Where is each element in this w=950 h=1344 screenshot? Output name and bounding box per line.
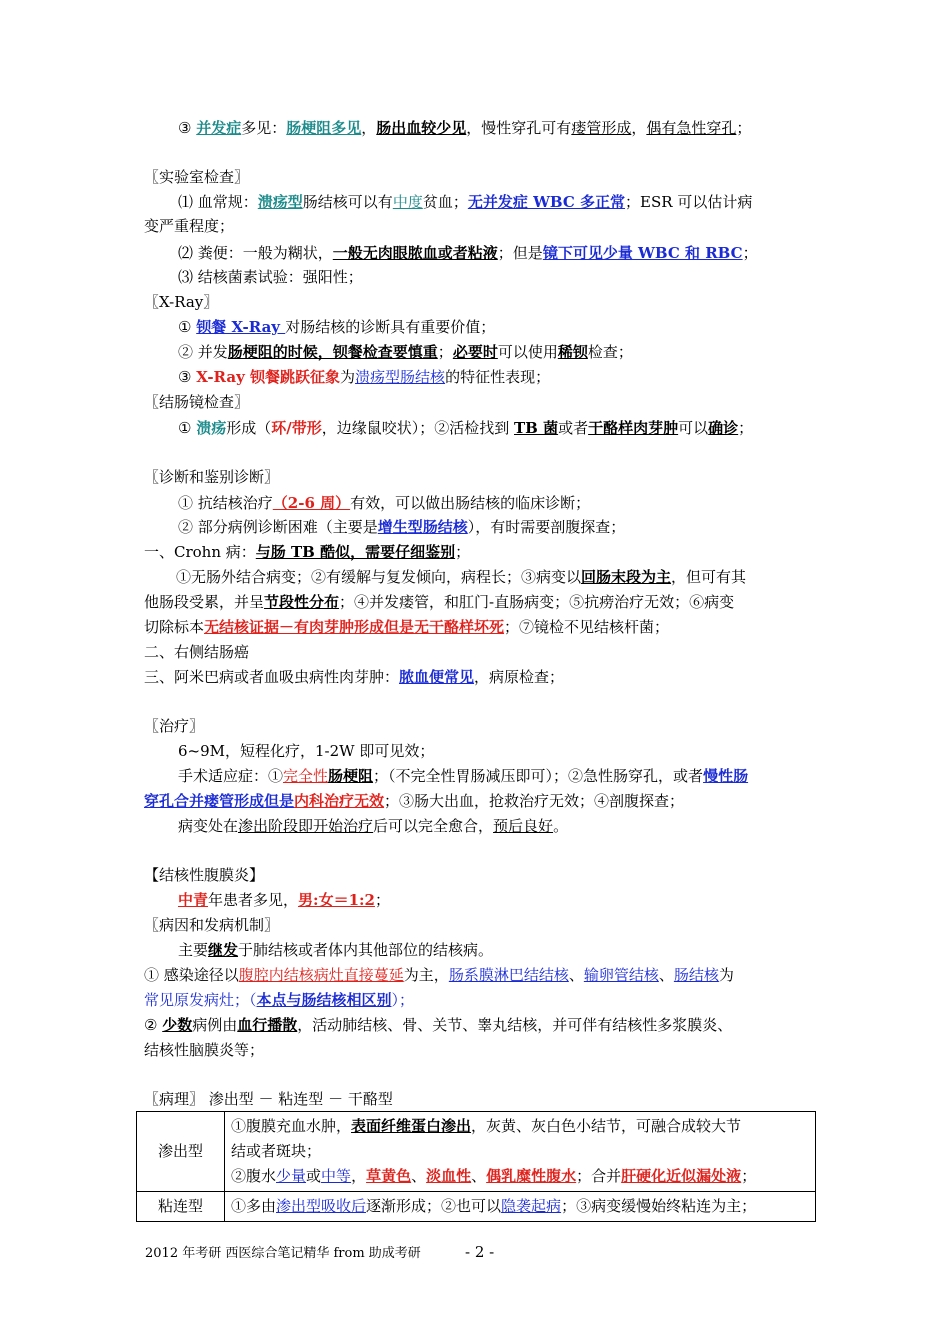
highlight: 本点与肠结核相区别 — [256, 991, 392, 1009]
colonoscopy-line-1 — [178, 417, 753, 439]
text: 可以 — [678, 419, 709, 437]
text: ③ — [178, 368, 197, 386]
highlight: 确诊 — [708, 419, 739, 437]
treatment-line-1: 6~9M，短程化疗，1-2W 即可见效； — [178, 742, 435, 760]
text: 病变处在 — [178, 817, 239, 835]
section-heading-colonoscopy: 〖结肠镜检查〗 — [144, 393, 250, 411]
page-footer: 2012 年考研 西医综合笔记精华 from 助成考研 — [145, 1246, 421, 1261]
highlight: （2-6 周） — [272, 494, 351, 512]
highlight: 增生型肠结核 — [377, 518, 468, 536]
highlight: 肠出血较少见 — [376, 119, 467, 137]
highlight: 肠梗阻的时候，钡餐检查要慎重 — [227, 343, 438, 361]
text: ；（不完全性胃肠减压即可）；②急性肠穿孔，或者 — [373, 767, 704, 785]
diagnosis-line-8 — [144, 666, 564, 688]
text: ，慢性穿孔可有 — [466, 119, 572, 137]
etiology-line-1 — [178, 939, 493, 961]
highlight: 少量 — [276, 1167, 307, 1185]
text: ② — [144, 1016, 163, 1034]
etiology-line-2 — [144, 964, 734, 986]
text: 于肺结核或者体内其他部位的结核病。 — [238, 941, 494, 959]
table-cell-label: 渗出型 — [137, 1112, 225, 1192]
highlight: 少数 — [162, 1016, 193, 1034]
diagnosis-line-2 — [178, 516, 625, 538]
lab-line-2 — [178, 242, 758, 264]
highlight: 中度 — [392, 193, 423, 211]
table-row — [137, 1112, 816, 1192]
highlight: 内科治疗无效 — [294, 792, 385, 810]
highlight: 无并发症 WBC 多正常 — [467, 193, 626, 211]
highlight: 渗出型吸收后 — [276, 1197, 367, 1215]
xray-line-2 — [178, 341, 633, 363]
section-heading-lab: 〖实验室检查〗 — [144, 168, 250, 186]
etiology-line-4 — [144, 1014, 732, 1036]
text: 。 — [553, 817, 569, 835]
text: 检查； — [587, 343, 633, 361]
highlight: 节段性分布 — [264, 593, 340, 611]
peritonitis-line-1 — [178, 889, 390, 911]
text: ② 并发 — [178, 343, 228, 361]
text: ① 抗结核治疗 — [178, 494, 273, 512]
highlight: 继发 — [208, 941, 239, 959]
text: 肠结核可以有 — [302, 193, 393, 211]
etiology-line-3 — [144, 989, 414, 1011]
highlight: 渗出阶段即开始治疗 — [238, 817, 374, 835]
highlight: 表面纤维蛋白渗出 — [351, 1117, 472, 1135]
highlight: 一般无肉眼脓血或者粘液 — [332, 244, 498, 262]
text: 对肠结核的诊断具有重要价值； — [285, 318, 496, 336]
text: ；③病变缓慢始终粘连为主； — [561, 1197, 757, 1215]
text: 三、阿米巴病或者血吸虫病性肉芽肿： — [144, 668, 400, 686]
highlight: 腹腔内结核病灶直接蔓延 — [238, 966, 404, 984]
text: ）； — [391, 991, 415, 1009]
text: ⑵ 粪便：一般为糊状， — [178, 244, 333, 262]
xray-line-1 — [178, 316, 495, 338]
text: ；但是 — [497, 244, 543, 262]
text: ⑴ 血常规： — [178, 193, 258, 211]
table-cell-content — [225, 1112, 816, 1192]
highlight: 慢性肠 — [703, 767, 749, 785]
text: ； — [455, 543, 471, 561]
text: ① — [178, 419, 197, 437]
highlight: 男:女＝1:2 — [298, 891, 375, 909]
highlight: 淡血性 — [426, 1167, 472, 1185]
highlight: 稀钡 — [557, 343, 588, 361]
diagnosis-line-1 — [178, 492, 590, 514]
text: ①多由 — [231, 1197, 277, 1215]
text: 为 — [340, 368, 356, 386]
highlight: TB 菌 — [514, 419, 559, 437]
etiology-line-5: 结核性脑膜炎等； — [144, 1041, 265, 1059]
text: 多见： — [241, 119, 287, 137]
text: 他肠段受累，并呈 — [144, 593, 265, 611]
pathology-table — [136, 1111, 816, 1222]
text: 形成（ — [226, 419, 272, 437]
text: ，活动肺结核、骨、关节、睾丸结核，并可伴有结核性多浆膜炎、 — [297, 1016, 733, 1034]
text: 可以使用 — [497, 343, 558, 361]
text: ， — [631, 119, 647, 137]
section-title-peritonitis: 【结核性腹膜炎】 — [144, 866, 265, 884]
text: ；④并发瘘管，和肛门-直肠病变；⑤抗痨治疗无效；⑥病变 — [339, 593, 735, 611]
section-heading-xray: 〖X-Ray〗 — [144, 293, 219, 311]
text: 贫血； — [422, 193, 468, 211]
text: ； — [742, 244, 758, 262]
highlight: X-Ray 钡餐跳跃征象 — [196, 368, 341, 386]
text: 切除标本 — [144, 618, 205, 636]
highlight: 与肠 TB 酷似，需要仔细鉴别 — [255, 543, 456, 561]
highlight: 隐袭起病 — [501, 1197, 562, 1215]
section-heading-treatment: 〖治疗〗 — [144, 717, 205, 735]
lab-line-1 — [178, 191, 752, 213]
text: ①无肠外结合病变；②有缓解与复发倾向，病程长；③病变以 — [176, 568, 582, 586]
text: 年患者多见， — [208, 891, 299, 909]
text: ，但可有其 — [671, 568, 747, 586]
section-heading-etiology: 〖病因和发病机制〗 — [144, 916, 280, 934]
text: 或者 — [558, 419, 589, 437]
highlight: 偶有急性穿孔 — [646, 119, 737, 137]
page-number: - 2 - — [465, 1243, 495, 1261]
highlight: 肠梗阻多见 — [286, 119, 362, 137]
text: 的特征性表现； — [445, 368, 551, 386]
highlight: 钡餐 X-Ray — [196, 318, 286, 336]
lab-line-1b: 变严重程度； — [144, 217, 235, 235]
section-heading-pathology: 〖病理〗 渗出型 － 粘连型 － 干酪型 — [144, 1090, 393, 1108]
table-cell-content — [225, 1192, 816, 1222]
text: ；⑦镜检不见结核杆菌； — [504, 618, 670, 636]
diagnosis-line-5 — [144, 591, 734, 613]
text: 手术适应症：① — [178, 767, 284, 785]
text: ；③肠大出血，抢救治疗无效；④剖腹探查； — [384, 792, 685, 810]
highlight: 中等 — [321, 1167, 352, 1185]
highlight: 并发症 — [196, 119, 242, 137]
lab-line-3: ⑶ 结核菌素试验：强阳性； — [178, 268, 363, 286]
diagnosis-line-6 — [144, 616, 669, 638]
text: 为主， — [403, 966, 449, 984]
text: 、 — [658, 966, 674, 984]
highlight: 完全性 — [283, 767, 329, 785]
text: ， — [361, 119, 377, 137]
text: ；合并 — [576, 1167, 622, 1185]
highlight: 偶乳糜性腹水 — [486, 1167, 577, 1185]
text: ③ — [178, 119, 197, 137]
text: 病例由 — [192, 1016, 238, 1034]
text: 、 — [411, 1167, 427, 1185]
highlight: 回肠末段为主 — [581, 568, 672, 586]
diagnosis-line-3 — [144, 541, 470, 563]
treatment-line-2 — [178, 765, 748, 787]
xray-line-3 — [178, 366, 550, 388]
text: ； — [374, 891, 390, 909]
text: ①腹膜充血水肿， — [231, 1117, 352, 1135]
text: 后可以完全愈合， — [373, 817, 494, 835]
treatment-line-3 — [144, 790, 684, 812]
text: 一、Crohn 病： — [144, 543, 256, 561]
highlight: 瘘管形成 — [571, 119, 632, 137]
table-cell-label: 粘连型 — [137, 1192, 225, 1222]
text: 逐渐形成；②也可以 — [366, 1197, 502, 1215]
highlight: 但是 — [264, 792, 295, 810]
highlight: 穿孔合并瘘管形成 — [144, 792, 265, 810]
text: ； — [437, 343, 453, 361]
highlight: 肠梗阻 — [328, 767, 374, 785]
highlight: 肠结核 — [673, 966, 719, 984]
text: ① 感染途径以 — [144, 966, 239, 984]
text: ； — [738, 419, 754, 437]
text: ），有时需要剖腹探查； — [467, 518, 626, 536]
highlight: 肠系膜淋巴结结核 — [448, 966, 569, 984]
text: ；ESR 可以估计病 — [625, 193, 753, 211]
text: 主要 — [178, 941, 209, 959]
text: ，病原检查； — [474, 668, 565, 686]
text: ② 部分病例诊断困难（主要是 — [178, 518, 378, 536]
text: 、 — [471, 1167, 487, 1185]
text: ① — [178, 318, 197, 336]
text: 、 — [568, 966, 584, 984]
diagnosis-line-4 — [176, 566, 746, 588]
treatment-line-4 — [178, 815, 568, 837]
highlight: 输卵管结核 — [583, 966, 659, 984]
text: 有效，可以做出肠结核的临床诊断； — [350, 494, 591, 512]
highlight: 预后良好 — [493, 817, 554, 835]
diagnosis-line-7: 二、右侧结肠癌 — [144, 643, 250, 661]
highlight: 血行播散 — [237, 1016, 298, 1034]
highlight: 草黄色 — [366, 1167, 412, 1185]
text: ②腹水 — [231, 1167, 277, 1185]
highlight: 脓血便常见 — [399, 668, 475, 686]
highlight: 中青 — [178, 891, 209, 909]
highlight: 肝硬化近似漏处液 — [621, 1167, 742, 1185]
text: ； — [736, 119, 752, 137]
highlight: 溃疡型肠结核 — [355, 368, 446, 386]
complication-line — [178, 117, 751, 139]
highlight: 环/带形 — [271, 419, 322, 437]
text: 或 — [306, 1167, 322, 1185]
text: 为 — [718, 966, 734, 984]
text: ，边缘鼠咬状）；②活检找到 — [321, 419, 515, 437]
section-heading-diagnosis: 〖诊断和鉴别诊断〗 — [144, 468, 280, 486]
highlight: 镜下可见少量 WBC 和 RBC — [542, 244, 743, 262]
highlight: 无结核证据－有肉芽肿形成但是无干酪样坏死 — [204, 618, 505, 636]
text: ； — [741, 1167, 757, 1185]
table-row — [137, 1192, 816, 1222]
text: 常见原发病灶；（ — [144, 991, 257, 1009]
highlight: 溃疡型 — [257, 193, 303, 211]
highlight: 必要时 — [452, 343, 498, 361]
highlight: 溃疡 — [196, 419, 227, 437]
highlight: 干酪样肉芽肿 — [588, 419, 679, 437]
text: ，灰黄、灰白色小结节，可融合成较大节 — [471, 1117, 742, 1135]
text: ， — [351, 1167, 367, 1185]
text: 结或者斑块； — [231, 1142, 322, 1160]
